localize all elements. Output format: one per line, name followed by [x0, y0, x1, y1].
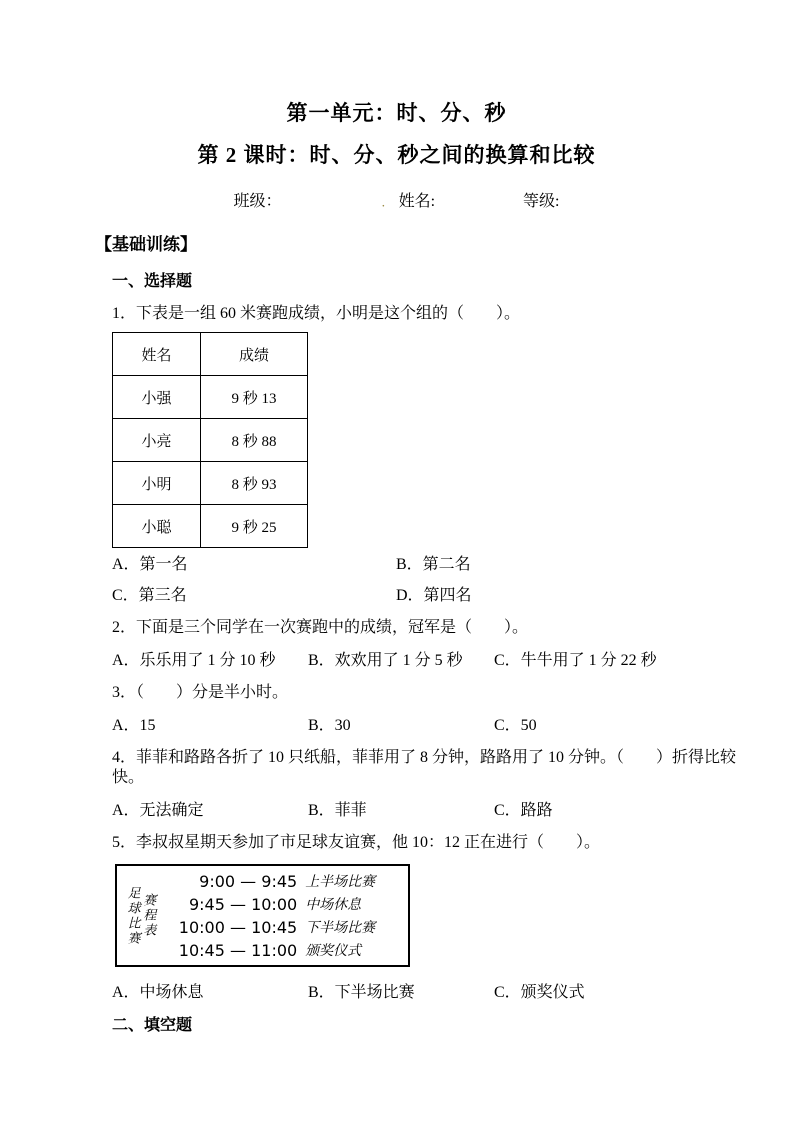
schedule-row	[159, 917, 402, 937]
q1-option-a: A．第一名	[112, 556, 188, 573]
football-schedule-box	[115, 864, 410, 967]
schedule-event: 上半场比赛	[305, 875, 376, 890]
name-blank	[435, 194, 523, 212]
table-row	[113, 505, 308, 548]
class-blank	[282, 194, 382, 212]
race-results-table	[112, 332, 308, 548]
stray-dot: ．	[381, 195, 394, 209]
table-cell-score: 8 秒 93	[201, 462, 308, 505]
unit-title: 第一单元：时、分、秒	[286, 101, 507, 125]
table-cell-score: 9 秒 25	[201, 505, 308, 548]
schedule-time: 10:45 — 11:00	[178, 940, 298, 960]
table-header-row	[113, 333, 308, 376]
q1-option-c: C．第三名	[112, 587, 187, 604]
q2-option-c: C．牛牛用了 1 分 22 秒	[494, 652, 657, 669]
grade-label: 等级:	[523, 193, 560, 210]
student-info-line	[0, 192, 793, 212]
table-row	[113, 419, 308, 462]
question-4-text: 4．菲菲和路路各折了 10 只纸船，菲菲用了 8 分钟，路路用了 10 分钟。（ ）折得比较快。	[112, 749, 737, 786]
q4-option-a: A．无法确定	[112, 802, 204, 819]
table-row	[113, 376, 308, 419]
schedule-time: 10:00 — 10:45	[178, 917, 298, 937]
schedule-rows	[159, 870, 402, 961]
table-header-name: 姓名	[113, 333, 201, 376]
schedule-time: 9:45 — 10:00	[188, 894, 298, 914]
question-2-options	[112, 651, 753, 671]
section-heading-fill: 二、填空题	[112, 1017, 193, 1034]
q3-option-c: C．50	[494, 717, 537, 734]
table-cell-name: 小亮	[113, 419, 201, 462]
question-4-options	[112, 801, 753, 821]
basic-training-heading: 【基础训练】	[95, 235, 197, 254]
class-label: 班级：	[233, 193, 282, 210]
section-heading-choice: 一、选择题	[112, 273, 193, 290]
lesson-title: 第 2 课时：时、分、秒之间的换算和比较	[197, 143, 596, 167]
question-5-options	[112, 983, 753, 1003]
schedule-row	[159, 940, 402, 960]
table-row	[113, 462, 308, 505]
question-5-text: 5．李叔叔星期天参加了市足球友谊赛，他 10：12 正在进行（ ）。	[112, 834, 601, 851]
schedule-side-label-sub: 赛程表	[141, 893, 157, 938]
name-label: 姓名:	[398, 193, 436, 210]
q3-option-b: B．30	[308, 717, 351, 734]
schedule-event: 中场休息	[305, 898, 362, 913]
q4-option-c: C．路路	[494, 802, 553, 819]
q1-option-b: B．第二名	[396, 556, 471, 573]
table-cell-name: 小强	[113, 376, 201, 419]
q2-option-b: B．欢欢用了 1 分 5 秒	[308, 652, 463, 669]
schedule-event: 颁奖仪式	[305, 944, 362, 959]
schedule-time: 9:00 — 9:45	[199, 871, 298, 891]
table-cell-score: 8 秒 88	[201, 419, 308, 462]
q5-option-c: C．颁奖仪式	[494, 984, 585, 1001]
question-2-text: 2．下面是三个同学在一次赛跑中的成绩，冠军是（ ）。	[112, 619, 529, 636]
question-3-text: 3．（ ）分是半小时。	[112, 684, 289, 701]
q5-option-b: B．下半场比赛	[308, 984, 415, 1001]
q1-option-d: D．第四名	[396, 587, 472, 604]
table-cell-score: 9 秒 13	[201, 376, 308, 419]
schedule-event: 下半场比赛	[305, 921, 376, 936]
question-3-options	[112, 716, 753, 736]
q2-option-a: A．乐乐用了 1 分 10 秒	[112, 652, 276, 669]
q3-option-a: A．15	[112, 717, 156, 734]
table-header-score: 成绩	[201, 333, 308, 376]
question-1-text: 1．下表是一组 60 米赛跑成绩，小明是这个组的（ ）。	[112, 305, 521, 322]
schedule-side-labels	[125, 870, 156, 961]
question-1-options	[112, 555, 753, 606]
schedule-side-label-main: 足球比赛	[125, 885, 141, 946]
table-cell-name: 小明	[113, 462, 201, 505]
worksheet-body	[112, 272, 753, 1036]
q4-option-b: B．菲菲	[308, 802, 367, 819]
schedule-row	[159, 894, 402, 914]
schedule-row	[159, 871, 402, 891]
table-cell-name: 小聪	[113, 505, 201, 548]
q5-option-a: A．中场休息	[112, 984, 204, 1001]
